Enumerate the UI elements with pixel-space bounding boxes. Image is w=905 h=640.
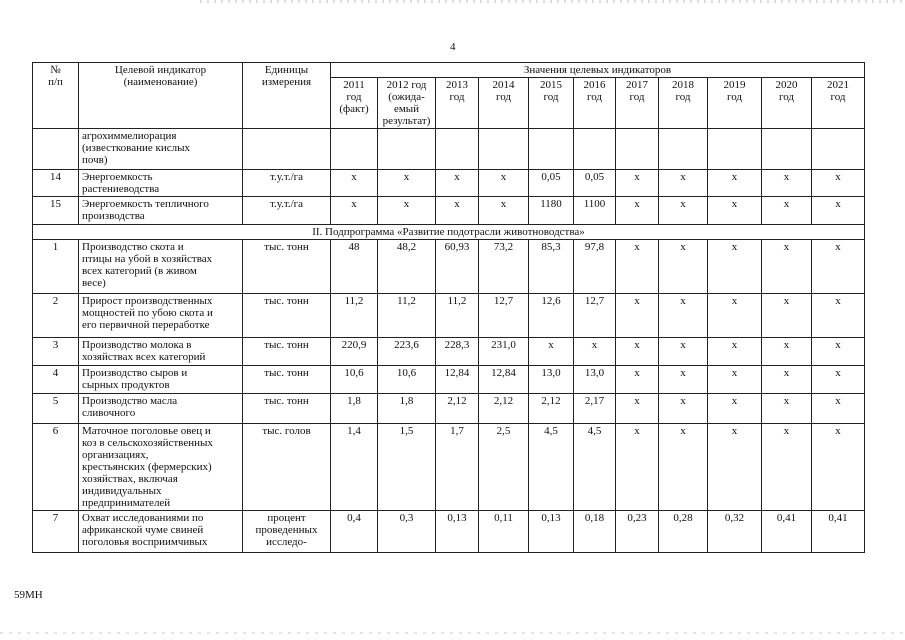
continuation-row [33, 129, 865, 170]
cell-value: х [574, 338, 616, 366]
cell-value: х [812, 394, 865, 424]
table-row [33, 338, 865, 366]
cell-value: х [616, 294, 659, 338]
cell-unit: процент проведенных исследо- [243, 511, 331, 553]
header-year: 2011 год (факт) [331, 78, 378, 129]
cell-value [574, 129, 616, 170]
cell-value: 1100 [574, 197, 616, 225]
cell-value: 12,6 [529, 294, 574, 338]
table-row [33, 197, 865, 225]
cell-value: 10,6 [378, 366, 436, 394]
cell-value: х [659, 424, 708, 511]
cell-value: 12,84 [436, 366, 479, 394]
cell-value: 220,9 [331, 338, 378, 366]
cell-value [479, 129, 529, 170]
cell-indicator-name: Охват исследованиями по африканской чуме свиней поголовья восприимчивых [79, 511, 243, 553]
table-row [33, 394, 865, 424]
cell-value: 85,3 [529, 240, 574, 294]
header-year: 2015 год [529, 78, 574, 129]
cell-value: х [659, 338, 708, 366]
cell-value: х [812, 170, 865, 197]
cell-num: 1 [33, 240, 79, 294]
cell-value: х [436, 170, 479, 197]
cell-value: 73,2 [479, 240, 529, 294]
cell-value: х [616, 366, 659, 394]
cell-value: х [436, 197, 479, 225]
cell-value: 60,93 [436, 240, 479, 294]
cell-value: 2,5 [479, 424, 529, 511]
table-row [33, 294, 865, 338]
cell-unit: тыс. тонн [243, 338, 331, 366]
cell-value: 1,5 [378, 424, 436, 511]
cell-value: 2,12 [436, 394, 479, 424]
cell-value: х [762, 170, 812, 197]
header-year: 2014 год [479, 78, 529, 129]
cell-value: х [378, 197, 436, 225]
cell-value: х [812, 294, 865, 338]
header-year: 2018 год [659, 78, 708, 129]
cell-value: х [616, 394, 659, 424]
target-indicators-table [32, 62, 865, 553]
cell-value: х [331, 170, 378, 197]
cell-indicator-name: Энергоемкость растениеводства [79, 170, 243, 197]
cell-num: 3 [33, 338, 79, 366]
cell-value: х [378, 170, 436, 197]
cell-value: х [762, 240, 812, 294]
cell-value: х [659, 170, 708, 197]
header-year: 2019 год [708, 78, 762, 129]
cell-indicator-name: Энергоемкость тепличного производства [79, 197, 243, 225]
cell-num: 4 [33, 366, 79, 394]
cell-num [33, 129, 79, 170]
cell-value: х [708, 294, 762, 338]
cell-value: х [762, 197, 812, 225]
cell-value: 4,5 [529, 424, 574, 511]
cell-value: х [812, 424, 865, 511]
cell-value: 228,3 [436, 338, 479, 366]
header-row-1 [33, 63, 865, 78]
cell-unit [243, 129, 331, 170]
cell-value: х [616, 424, 659, 511]
header-year: 2020 год [762, 78, 812, 129]
cell-value: х [762, 338, 812, 366]
section-title: II. Подпрограмма «Развитие подотрасли животноводства» [33, 225, 865, 240]
cell-value: х [812, 197, 865, 225]
header-year: 2013 год [436, 78, 479, 129]
cell-value [529, 129, 574, 170]
cell-value: 0,41 [762, 511, 812, 553]
cell-value: х [812, 338, 865, 366]
cell-value: 0,18 [574, 511, 616, 553]
cell-num: 15 [33, 197, 79, 225]
cell-indicator-name: Производство масла сливочного [79, 394, 243, 424]
cell-value: х [479, 197, 529, 225]
cell-value: х [708, 170, 762, 197]
cell-num: 7 [33, 511, 79, 553]
cell-value: х [762, 294, 812, 338]
cell-value: 0,23 [616, 511, 659, 553]
cell-value: 13,0 [574, 366, 616, 394]
cell-value: 11,2 [436, 294, 479, 338]
cell-value [331, 129, 378, 170]
cell-value: 1,7 [436, 424, 479, 511]
cell-value: 1,8 [378, 394, 436, 424]
cell-value: 223,6 [378, 338, 436, 366]
section-row [33, 225, 865, 240]
cell-value: х [708, 394, 762, 424]
cell-num: 14 [33, 170, 79, 197]
cell-indicator-name: Маточное поголовье овец и коз в сельскохозяйственных организациях, крестьянских (фермерских) хозяйствах, включая индивидуальных предпринимателей [79, 424, 243, 511]
cell-value: х [659, 240, 708, 294]
cell-value: х [529, 338, 574, 366]
header-values-group: Значения целевых индикаторов [331, 63, 865, 78]
cell-value: х [762, 366, 812, 394]
scan-edge-bottom [0, 632, 905, 634]
cell-value: 48 [331, 240, 378, 294]
header-year: 2016 год [574, 78, 616, 129]
page-number: 4 [450, 41, 456, 53]
header-year: 2021 год [812, 78, 865, 129]
cell-value: х [659, 366, 708, 394]
cell-value: 1,4 [331, 424, 378, 511]
cell-indicator-name: Производство сыров и сырных продуктов [79, 366, 243, 394]
cell-value: х [616, 240, 659, 294]
header-units: Единицы измерения [243, 63, 331, 129]
header-year: 2012 год (ожида- емый результат) [378, 78, 436, 129]
cell-value: 0,13 [529, 511, 574, 553]
table-row [33, 424, 865, 511]
cell-value [616, 129, 659, 170]
cell-num: 2 [33, 294, 79, 338]
cell-value: х [659, 197, 708, 225]
cell-value: 0,05 [574, 170, 616, 197]
cell-value [378, 129, 436, 170]
cell-value: х [616, 170, 659, 197]
cell-value: х [812, 366, 865, 394]
cell-unit: тыс. голов [243, 424, 331, 511]
cell-value: х [708, 240, 762, 294]
cell-value: 10,6 [331, 366, 378, 394]
cell-value [762, 129, 812, 170]
cell-value: 11,2 [331, 294, 378, 338]
cell-value [812, 129, 865, 170]
cell-indicator-name: Производство скота и птицы на убой в хозяйствах всех категорий (в живом весе) [79, 240, 243, 294]
cell-value: 0,05 [529, 170, 574, 197]
cell-value: х [479, 170, 529, 197]
cell-value: х [331, 197, 378, 225]
cell-value: 1180 [529, 197, 574, 225]
cell-value: х [708, 424, 762, 511]
header-indicator: Целевой индикатор (наименование) [79, 63, 243, 129]
cell-value: х [659, 394, 708, 424]
table-row [33, 240, 865, 294]
cell-value: 4,5 [574, 424, 616, 511]
table-row [33, 511, 865, 553]
cell-num: 5 [33, 394, 79, 424]
cell-indicator-name: агрохиммелиорация (известкование кислых почв) [79, 129, 243, 170]
cell-value [436, 129, 479, 170]
cell-value: 0,13 [436, 511, 479, 553]
cell-value: х [812, 240, 865, 294]
cell-value: 48,2 [378, 240, 436, 294]
header-num: № п/п [33, 63, 79, 129]
cell-value: 2,12 [479, 394, 529, 424]
cell-value: 0,32 [708, 511, 762, 553]
cell-value: х [762, 394, 812, 424]
cell-value: 0,41 [812, 511, 865, 553]
table-row [33, 170, 865, 197]
cell-value: х [708, 197, 762, 225]
cell-unit: тыс. тонн [243, 394, 331, 424]
cell-value: х [708, 366, 762, 394]
cell-indicator-name: Производство молока в хозяйствах всех категорий [79, 338, 243, 366]
cell-value: 12,7 [574, 294, 616, 338]
cell-unit: тыс. тонн [243, 240, 331, 294]
cell-value: х [616, 338, 659, 366]
cell-unit: т.у.т./га [243, 197, 331, 225]
cell-unit: тыс. тонн [243, 294, 331, 338]
cell-value: 11,2 [378, 294, 436, 338]
cell-value: 13,0 [529, 366, 574, 394]
cell-value [659, 129, 708, 170]
cell-value [708, 129, 762, 170]
cell-value: 2,12 [529, 394, 574, 424]
cell-value: х [659, 294, 708, 338]
document-code: 59МН [14, 589, 43, 601]
header-year: 2017 год [616, 78, 659, 129]
cell-unit: т.у.т./га [243, 170, 331, 197]
cell-value: х [616, 197, 659, 225]
cell-unit: тыс. тонн [243, 366, 331, 394]
cell-indicator-name: Прирост производственных мощностей по убою скота и его первичной переработке [79, 294, 243, 338]
cell-value: 0,3 [378, 511, 436, 553]
cell-value: х [708, 338, 762, 366]
cell-value: х [762, 424, 812, 511]
table-row [33, 366, 865, 394]
cell-value: 0,4 [331, 511, 378, 553]
cell-value: 0,11 [479, 511, 529, 553]
cell-value: 12,7 [479, 294, 529, 338]
cell-value: 231,0 [479, 338, 529, 366]
cell-value: 1,8 [331, 394, 378, 424]
scan-edge-top [200, 0, 905, 3]
cell-value: 97,8 [574, 240, 616, 294]
cell-num: 6 [33, 424, 79, 511]
cell-value: 0,28 [659, 511, 708, 553]
cell-value: 2,17 [574, 394, 616, 424]
cell-value: 12,84 [479, 366, 529, 394]
